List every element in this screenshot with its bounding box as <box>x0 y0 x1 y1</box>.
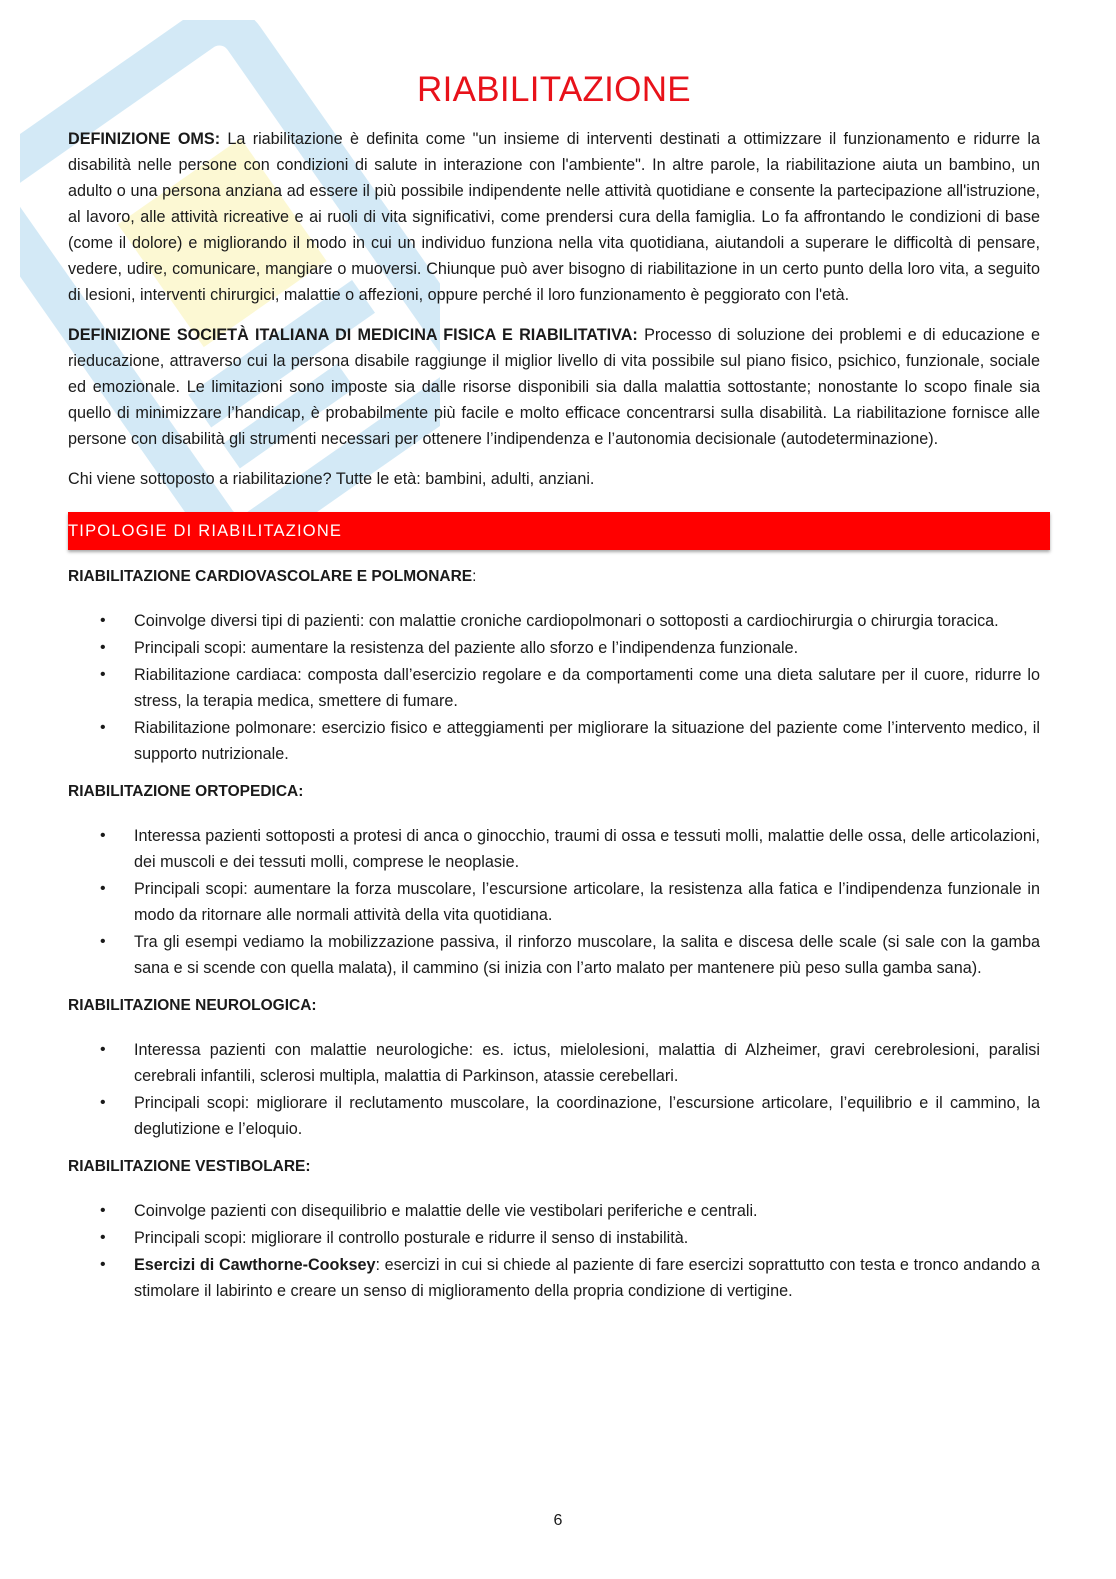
subsection-heading <box>68 1154 1040 1180</box>
list-item <box>68 635 1040 661</box>
list-item <box>68 876 1040 928</box>
list-item-text: Principali scopi: aumentare la forza muscolare, l’escursione articolare, la resistenza alla fatica e l’indipendenza funzionale in modo da ritornare alle normali attività della vita quotidiana. <box>134 880 1040 924</box>
list-item <box>68 662 1040 714</box>
list-item-text: Coinvolge diversi tipi di pazienti: con malattie croniche cardiopolmonari o sottoposti a cardiochirurgia o chirurgia toracica. <box>134 612 999 630</box>
list-item-text: Principali scopi: migliorare il controllo posturale e ridurre il senso di instabilità. <box>134 1229 689 1247</box>
document-content <box>68 68 1040 1316</box>
paragraph-label: DEFINIZIONE OMS: <box>68 130 221 148</box>
bullet-icon: • <box>100 1202 106 1219</box>
subsection-heading <box>68 564 1040 590</box>
subsection-heading-colon: : <box>472 568 477 585</box>
list-item <box>68 1037 1040 1089</box>
bullet-icon: • <box>100 719 106 736</box>
subsection-heading-text: RIABILITAZIONE ORTOPEDICA: <box>68 783 304 800</box>
subsection-heading <box>68 779 1040 805</box>
paragraph-text: Processo di soluzione dei problemi e di educazione e rieducazione, attraverso cui la persona disabile raggiunge il miglior livello di vita possibile sul piano fisico, psichico, funzionale, sociale ed emozionale. Le limitazioni sono imposte sia dalle risorse disponibili sia dalla malattia sottostante; nonostante lo scopo finale sia quello di minimizzare l’handicap, è probabilmente più facile e molto efficace concentrarsi sulla disabilità. La riabilitazione fornisce alle persone con disabilità gli strumenti necessari per ottenere l’indipendenza e l’autonomia decisionale (autodeterminazione). <box>68 326 1040 448</box>
bullet-icon: • <box>100 639 106 656</box>
subsection-heading-text: RIABILITAZIONE VESTIBOLARE: <box>68 1158 311 1175</box>
page-title: RIABILITAZIONE <box>417 70 691 109</box>
bullet-icon: • <box>100 1041 106 1058</box>
list-item <box>68 823 1040 875</box>
bullet-icon: • <box>100 880 106 897</box>
bullet-icon: • <box>100 1229 106 1246</box>
paragraph-text: La riabilitazione è definita come "un insieme di interventi destinati a ottimizzare il funzionamento e ridurre la disabilità nelle persone con condizioni di salute in interazione con l'ambiente". In altre parole, la riabilitazione aiuta un bambino, un adulto o una persona anziana ad essere il più possibile indipendente nelle attività quotidiane e consente la partecipazione all'istruzione, al lavoro, alle attività ricreative e ai ruoli di vita significativi, come prendersi cura della famiglia. Lo fa affrontando le condizioni di base (come il dolore) e migliorando il modo in cui un individuo funziona nella vita quotidiana, aiutandoli a superare le difficoltà di pensare, vedere, udire, comunicare, mangiare o muoversi. Chiunque può aver bisogno di riabilitazione in un certo punto della loro vita, a seguito di lesioni, interventi chirurgici, malattie o affezioni, oppure perché il loro funzionamento è peggiorato con l'età. <box>68 130 1040 304</box>
list-item-text: Principali scopi: migliorare il reclutamento muscolare, la coordinazione, l’escursione articolare, l’equilibrio e il cammino, la deglutizione e l’eloquio. <box>134 1094 1040 1138</box>
bullet-list <box>68 1198 1040 1304</box>
list-item <box>68 1090 1040 1142</box>
list-item <box>68 715 1040 767</box>
list-item-text: : esercizi in cui si chiede al paziente di fare esercizi soprattutto con testa e tronco andando a stimolare il labirinto e creare un senso di miglioramento della propria condizione di vertigine. <box>134 1256 1040 1300</box>
page-number: 6 <box>553 1512 563 1529</box>
list-item-text: Interessa pazienti con malattie neurologiche: es. ictus, mielolesioni, malattia di Alzheimer, gravi cerebrolesioni, paralisi cerebrali infantili, sclerosi multipla, malattia di Parkinson, atassie cerebellari. <box>134 1041 1040 1085</box>
subsection-heading-text: RIABILITAZIONE CARDIOVASCOLARE E POLMONARE <box>68 568 473 585</box>
list-item-text: Riabilitazione polmonare: esercizio fisico e atteggiamenti per migliorare la situazione del paziente come l’intervento medico, il supporto nutrizionale. <box>134 719 1040 763</box>
list-item-bold: Esercizi di Cawthorne-Cooksey <box>134 1256 376 1274</box>
bullet-icon: • <box>100 1256 106 1273</box>
section-heading: TIPOLOGIE DI RIABILITAZIONE <box>68 521 343 540</box>
bullet-icon: • <box>100 666 106 683</box>
paragraph-who <box>68 466 1040 492</box>
subsection-heading <box>68 993 1040 1019</box>
list-item <box>68 1252 1040 1304</box>
list-item-text: Interessa pazienti sottoposti a protesi di anca o ginocchio, traumi di ossa e tessuti molli, malattie delle ossa, delle articolazioni, dei muscoli e dei tessuti molli, comprese le neoplasie. <box>134 827 1040 871</box>
bullet-icon: • <box>100 933 106 950</box>
section-heading-bar <box>68 512 1050 550</box>
bullet-list <box>68 823 1040 981</box>
list-item <box>68 608 1040 634</box>
paragraph-label: DEFINIZIONE SOCIETÀ ITALIANA DI MEDICINA FISICA E RIABILITATIVA: <box>68 326 638 344</box>
list-item-text: Principali scopi: aumentare la resistenza del paziente allo sforzo e l’indipendenza funzionale. <box>134 639 799 657</box>
list-item-text: Tra gli esempi vediamo la mobilizzazione passiva, il rinforzo muscolare, la salita e discesa delle scale (si sale con la gamba sana e si scende con quella malata), il cammino (si inizia con l’arto malato per mantenere più peso sulla gamba sana). <box>134 933 1040 977</box>
list-item <box>68 929 1040 981</box>
bullet-icon: • <box>100 827 106 844</box>
bullet-list <box>68 1037 1040 1142</box>
bullet-icon: • <box>100 1094 106 1111</box>
paragraph-simfer <box>68 322 1040 452</box>
paragraph-oms <box>68 126 1040 308</box>
bullet-list <box>68 608 1040 767</box>
list-item-text: Riabilitazione cardiaca: composta dall’esercizio regolare e da comportamenti come una dieta salutare per il cuore, ridurre lo stress, la terapia medica, smettere di fumare. <box>134 666 1040 710</box>
bullet-icon: • <box>100 612 106 629</box>
list-item <box>68 1198 1040 1224</box>
list-item-text: Coinvolge pazienti con disequilibrio e malattie delle vie vestibolari periferiche e centrali. <box>134 1202 758 1220</box>
list-item <box>68 1225 1040 1251</box>
subsection-heading-text: RIABILITAZIONE NEUROLOGICA: <box>68 997 317 1014</box>
paragraph-text: Chi viene sottoposto a riabilitazione? Tutte le età: bambini, adulti, anziani. <box>68 470 595 488</box>
